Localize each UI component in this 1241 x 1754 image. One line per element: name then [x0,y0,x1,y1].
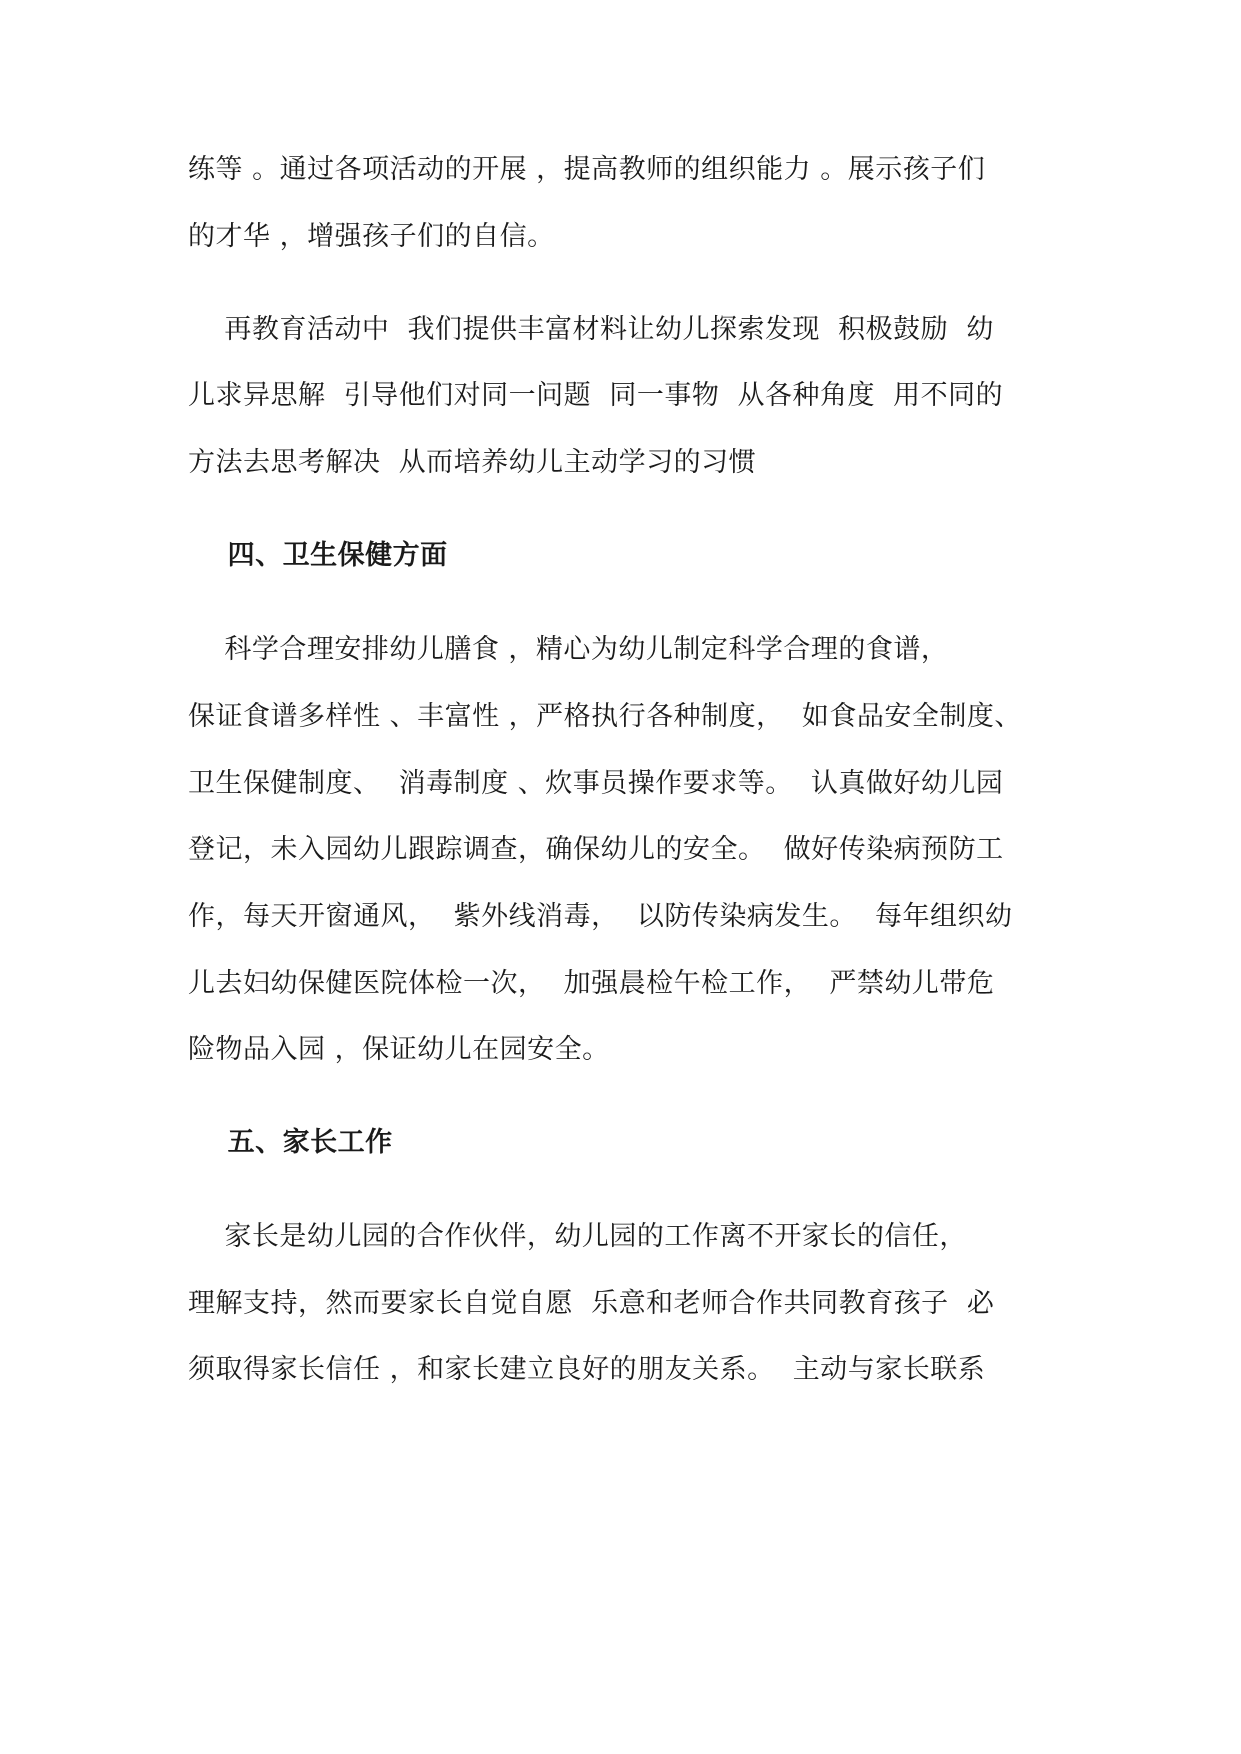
body-text-line: 登记，未入园幼儿跟踪调查，确保幼儿的安全。 做好传染病预防工 [188,834,1004,865]
body-text-line: 家长是幼儿园的合作伙伴，幼儿园的工作离不开家长的信任， [188,1221,967,1252]
body-text-line: 科学合理安排幼儿膳食 ，精心为幼儿制定科学合理的食谱， [188,634,949,665]
body-text-line: 儿去妇幼保健医院体检一次， 加强晨检午检工作， 严禁幼儿带危 [188,968,995,999]
body-text-line: 再教育活动中 我们提供丰富材料让幼儿探索发现 积极鼓励 幼 [188,314,994,345]
body-text-line: 卫生保健制度、 消毒制度 、炊事员操作要求等。 认真做好幼儿园 [188,768,1004,799]
section-heading: 五、家长工作 [188,1127,393,1158]
body-text-line: 练等 。通过各项活动的开展 ，提高教师的组织能力 。展示孩子们 [188,154,986,185]
body-text-line: 保证食谱多样性 、丰富性 ，严格执行各种制度， 如食品安全制度、 [188,701,1022,732]
body-text-line: 须取得家长信任 ，和家长建立良好的朋友关系。 主动与家长联系 [188,1354,986,1385]
body-text-line: 作，每天开窗通风， 紫外线消毒， 以防传染病发生。 每年组织幼 [188,901,1013,932]
body-text-line: 险物品入园 ，保证幼儿在园安全。 [188,1034,610,1065]
body-text-line: 理解支持，然而要家长自觉自愿 乐意和老师合作共同教育孩子 必 [188,1288,995,1319]
body-text-line: 儿求异思解 引导他们对同一问题 同一事物 从各种角度 用不同的 [188,380,1004,411]
body-text-line: 的才华 ，增强孩子们的自信。 [188,221,555,252]
section-heading: 四、卫生保健方面 [188,540,448,571]
body-text-line: 方法去思考解决 从而培养幼儿主动学习的习惯 [188,447,757,478]
